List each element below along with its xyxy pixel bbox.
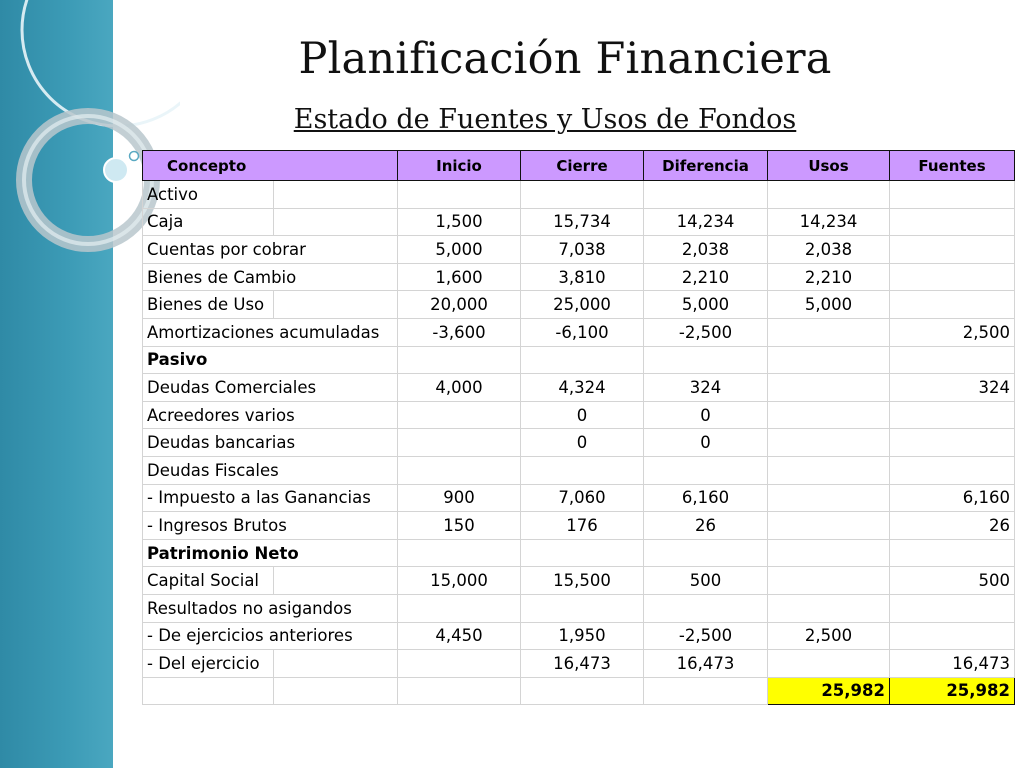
- cell-cierre: 7,060: [521, 484, 644, 512]
- cell-usos: [768, 650, 890, 678]
- table-row: [143, 291, 1015, 319]
- cell-empty: [274, 208, 398, 236]
- cell-diferencia: 6,160: [644, 484, 768, 512]
- cell-diferencia: 5,000: [644, 291, 768, 319]
- cell-usos: [768, 456, 890, 484]
- cell-fuentes: 500: [890, 567, 1015, 595]
- cell-usos: [768, 484, 890, 512]
- cell-fuentes: [890, 181, 1015, 209]
- cell-inicio: [398, 456, 521, 484]
- cell-inicio: 5,000: [398, 236, 521, 264]
- total-fuentes: 25,982: [890, 677, 1015, 705]
- cell-concepto: Cuentas por cobrar: [143, 236, 398, 264]
- cell-concepto: Acreedores varios: [143, 401, 398, 429]
- cell-diferencia: [644, 594, 768, 622]
- table-row: [143, 594, 1015, 622]
- cell-diferencia: 2,210: [644, 263, 768, 291]
- cell-fuentes: [890, 291, 1015, 319]
- cell-concepto: Deudas Comerciales: [143, 374, 398, 402]
- cell-fuentes: [890, 622, 1015, 650]
- cell-concepto: Bienes de Cambio: [143, 263, 398, 291]
- cell-cierre: 0: [521, 429, 644, 457]
- cell-usos: [768, 374, 890, 402]
- header-usos: Usos: [768, 151, 890, 181]
- cell-concepto: - Del ejercicio: [143, 650, 274, 678]
- header-inicio: Inicio: [398, 151, 521, 181]
- header-concepto: Concepto: [143, 151, 398, 181]
- cell-fuentes: 26: [890, 512, 1015, 540]
- cell-fuentes: [890, 208, 1015, 236]
- table-row: [143, 318, 1015, 346]
- cell-fuentes: [890, 236, 1015, 264]
- table-row: [143, 484, 1015, 512]
- cell-empty: [274, 291, 398, 319]
- cell-concepto: Resultados no asigandos: [143, 594, 398, 622]
- cell-empty: [274, 677, 398, 705]
- cell-cierre: 176: [521, 512, 644, 540]
- cell-cierre: [521, 346, 644, 374]
- cell-fuentes: 324: [890, 374, 1015, 402]
- table-row: [143, 567, 1015, 595]
- cell-inicio: 4,450: [398, 622, 521, 650]
- cell-cierre: -6,100: [521, 318, 644, 346]
- cell-cierre: 25,000: [521, 291, 644, 319]
- table-row: [143, 539, 1015, 567]
- cell-concepto: Pasivo: [143, 346, 398, 374]
- cell-diferencia: -2,500: [644, 622, 768, 650]
- cell-cierre: 15,734: [521, 208, 644, 236]
- cell-cierre: [521, 594, 644, 622]
- table-row: [143, 374, 1015, 402]
- cell-fuentes: 2,500: [890, 318, 1015, 346]
- cell-usos: [768, 512, 890, 540]
- cell-inicio: [398, 181, 521, 209]
- cell-cierre: [521, 539, 644, 567]
- cell-cierre: 1,950: [521, 622, 644, 650]
- cell-inicio: [398, 346, 521, 374]
- cell-inicio: 15,000: [398, 567, 521, 595]
- cell-usos: 2,500: [768, 622, 890, 650]
- page-title: Planificación Financiera: [298, 34, 832, 84]
- cell-empty: [143, 677, 274, 705]
- cell-usos: [768, 401, 890, 429]
- cell-empty: [274, 181, 398, 209]
- cell-concepto: Deudas bancarias: [143, 429, 398, 457]
- cell-inicio: [398, 401, 521, 429]
- table-header-row: [143, 151, 1015, 181]
- cell-diferencia: -2,500: [644, 318, 768, 346]
- header-fuentes: Fuentes: [890, 151, 1015, 181]
- table-row: [143, 208, 1015, 236]
- cell-diferencia: 500: [644, 567, 768, 595]
- cell-diferencia: [644, 346, 768, 374]
- cell-inicio: [398, 650, 521, 678]
- cell-cierre: [521, 181, 644, 209]
- cell-diferencia: 14,234: [644, 208, 768, 236]
- cell-diferencia: 0: [644, 401, 768, 429]
- cell-inicio: [398, 539, 521, 567]
- cell-usos: [768, 567, 890, 595]
- cell-cierre: 4,324: [521, 374, 644, 402]
- cell-diferencia: [644, 181, 768, 209]
- cell-concepto: - Ingresos Brutos: [143, 512, 398, 540]
- cell-concepto: Activo: [143, 181, 274, 209]
- cell-usos: [768, 346, 890, 374]
- cell-inicio: 150: [398, 512, 521, 540]
- cell-inicio: 1,500: [398, 208, 521, 236]
- cell-concepto: - Impuesto a las Ganancias: [143, 484, 398, 512]
- cell-inicio: [398, 594, 521, 622]
- cell-empty: [274, 567, 398, 595]
- cell-usos: [768, 594, 890, 622]
- cell-fuentes: [890, 401, 1015, 429]
- cell-usos: [768, 429, 890, 457]
- cell-usos: [768, 318, 890, 346]
- table-row: [143, 346, 1015, 374]
- cell-fuentes: [890, 429, 1015, 457]
- cell-concepto: Deudas Fiscales: [143, 456, 398, 484]
- cell-fuentes: [890, 263, 1015, 291]
- table-row: [143, 401, 1015, 429]
- cell-inicio: [398, 429, 521, 457]
- table-row: [143, 263, 1015, 291]
- cell-concepto: Caja: [143, 208, 274, 236]
- cell-fuentes: 6,160: [890, 484, 1015, 512]
- cell-empty: [274, 650, 398, 678]
- cell-inicio: -3,600: [398, 318, 521, 346]
- cell-inicio: 1,600: [398, 263, 521, 291]
- cell-fuentes: [890, 346, 1015, 374]
- cell-usos: [768, 181, 890, 209]
- cell-cierre: 7,038: [521, 236, 644, 264]
- cell-cierre: 0: [521, 401, 644, 429]
- cell-diferencia: 324: [644, 374, 768, 402]
- total-usos: 25,982: [768, 677, 890, 705]
- cell-diferencia: 0: [644, 429, 768, 457]
- cell-diferencia: 2,038: [644, 236, 768, 264]
- financial-table: [142, 150, 1015, 705]
- cell-fuentes: 16,473: [890, 650, 1015, 678]
- cell-usos: 2,038: [768, 236, 890, 264]
- header-cierre: Cierre: [521, 151, 644, 181]
- cell-fuentes: [890, 456, 1015, 484]
- cell-concepto: Bienes de Uso: [143, 291, 274, 319]
- cell-concepto: - De ejercicios anteriores: [143, 622, 398, 650]
- cell-fuentes: [890, 594, 1015, 622]
- cell-concepto: Amortizaciones acumuladas: [143, 318, 398, 346]
- cell-cierre: 15,500: [521, 567, 644, 595]
- cell-cierre: 3,810: [521, 263, 644, 291]
- cell-inicio: 900: [398, 484, 521, 512]
- cell-usos: 5,000: [768, 291, 890, 319]
- table-row: [143, 512, 1015, 540]
- cell-empty: [644, 677, 768, 705]
- cell-concepto: Capital Social: [143, 567, 274, 595]
- header-diferencia: Diferencia: [644, 151, 768, 181]
- cell-diferencia: 16,473: [644, 650, 768, 678]
- cell-concepto: Patrimonio Neto: [143, 539, 398, 567]
- table-row: [143, 622, 1015, 650]
- cell-fuentes: [890, 539, 1015, 567]
- table-row: [143, 429, 1015, 457]
- table-row: [143, 650, 1015, 678]
- page-subtitle: Estado de Fuentes y Usos de Fondos: [293, 104, 797, 135]
- cell-usos: 14,234: [768, 208, 890, 236]
- table-row: [143, 456, 1015, 484]
- cell-diferencia: 26: [644, 512, 768, 540]
- cell-cierre: 16,473: [521, 650, 644, 678]
- totals-row: [143, 677, 1015, 705]
- cell-inicio: 20,000: [398, 291, 521, 319]
- cell-usos: 2,210: [768, 263, 890, 291]
- cell-cierre: [521, 456, 644, 484]
- table-row: [143, 181, 1015, 209]
- cell-inicio: 4,000: [398, 374, 521, 402]
- cell-empty: [521, 677, 644, 705]
- cell-diferencia: [644, 539, 768, 567]
- cell-usos: [768, 539, 890, 567]
- cell-diferencia: [644, 456, 768, 484]
- table-row: [143, 236, 1015, 264]
- cell-empty: [398, 677, 521, 705]
